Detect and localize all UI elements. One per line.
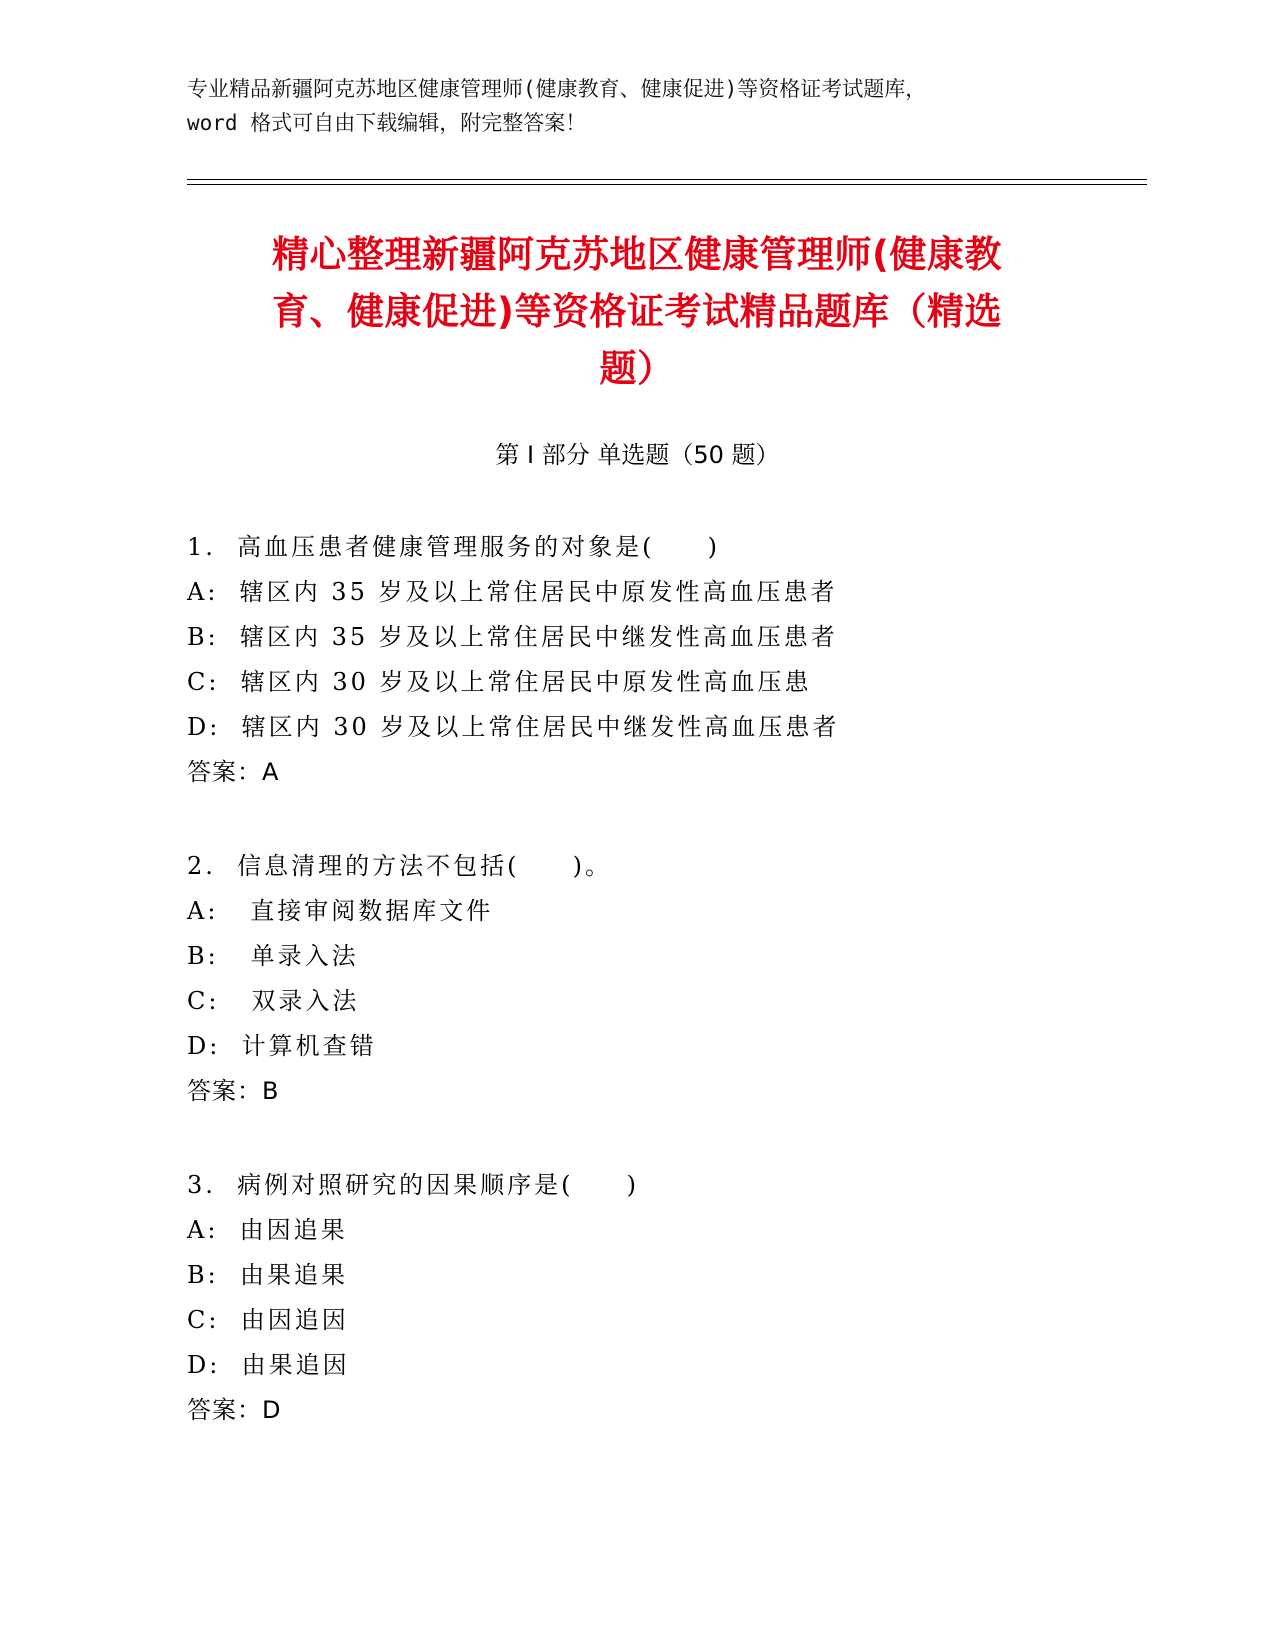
question-1 <box>187 525 1087 795</box>
header-note-line-2: word 格式可自由下载编辑，附完整答案！ <box>187 111 587 135</box>
option-b: B: 由果追果 <box>187 1261 348 1289</box>
option-b: B: 辖区内 35 岁及以上常住居民中继发性高血压患者 <box>187 623 838 651</box>
document-title <box>187 226 1087 397</box>
header-divider-top <box>187 179 1147 180</box>
answer-label: 答案：D <box>187 1396 282 1424</box>
option-a: A: 直接审阅数据库文件 <box>187 897 494 925</box>
document-title-line-2: 育、健康促进)等资格证考试精品题库（精选 <box>272 290 1002 333</box>
document-title-line-3: 题） <box>599 347 675 390</box>
option-b: B: 单录入法 <box>187 942 359 970</box>
answer-label: 答案：A <box>187 758 280 786</box>
option-d: D: 辖区内 30 岁及以上常住居民中继发性高血压患者 <box>187 713 840 741</box>
question-2 <box>187 844 1087 1114</box>
question-3 <box>187 1163 1087 1433</box>
option-d: D: 由果追因 <box>187 1351 350 1379</box>
section-title: 第 I 部分 单选题（50 题） <box>495 441 780 469</box>
answer-label: 答案：B <box>187 1077 280 1105</box>
option-a: A: 辖区内 35 岁及以上常住居民中原发性高血压患者 <box>187 578 838 606</box>
question-stem: 3. 病例对照研究的因果顺序是( ) <box>187 1171 640 1199</box>
header-note-line-1: 专业精品新疆阿克苏地区健康管理师(健康教育、健康促进)等资格证考试题库， <box>187 77 927 101</box>
header-note <box>187 72 1147 140</box>
option-c: C: 由因追因 <box>187 1306 349 1334</box>
document-title-line-1: 精心整理新疆阿克苏地区健康管理师(健康教 <box>272 233 1002 276</box>
option-d: D: 计算机查错 <box>187 1032 377 1060</box>
header-divider-bottom <box>187 184 1147 185</box>
option-a: A: 由因追果 <box>187 1216 348 1244</box>
option-c: C: 辖区内 30 岁及以上常住居民中原发性高血压患 <box>187 668 812 696</box>
question-stem: 1. 高血压患者健康管理服务的对象是( ) <box>187 533 721 561</box>
question-stem: 2. 信息清理的方法不包括( )。 <box>187 852 613 880</box>
option-c: C: 双录入法 <box>187 987 360 1015</box>
